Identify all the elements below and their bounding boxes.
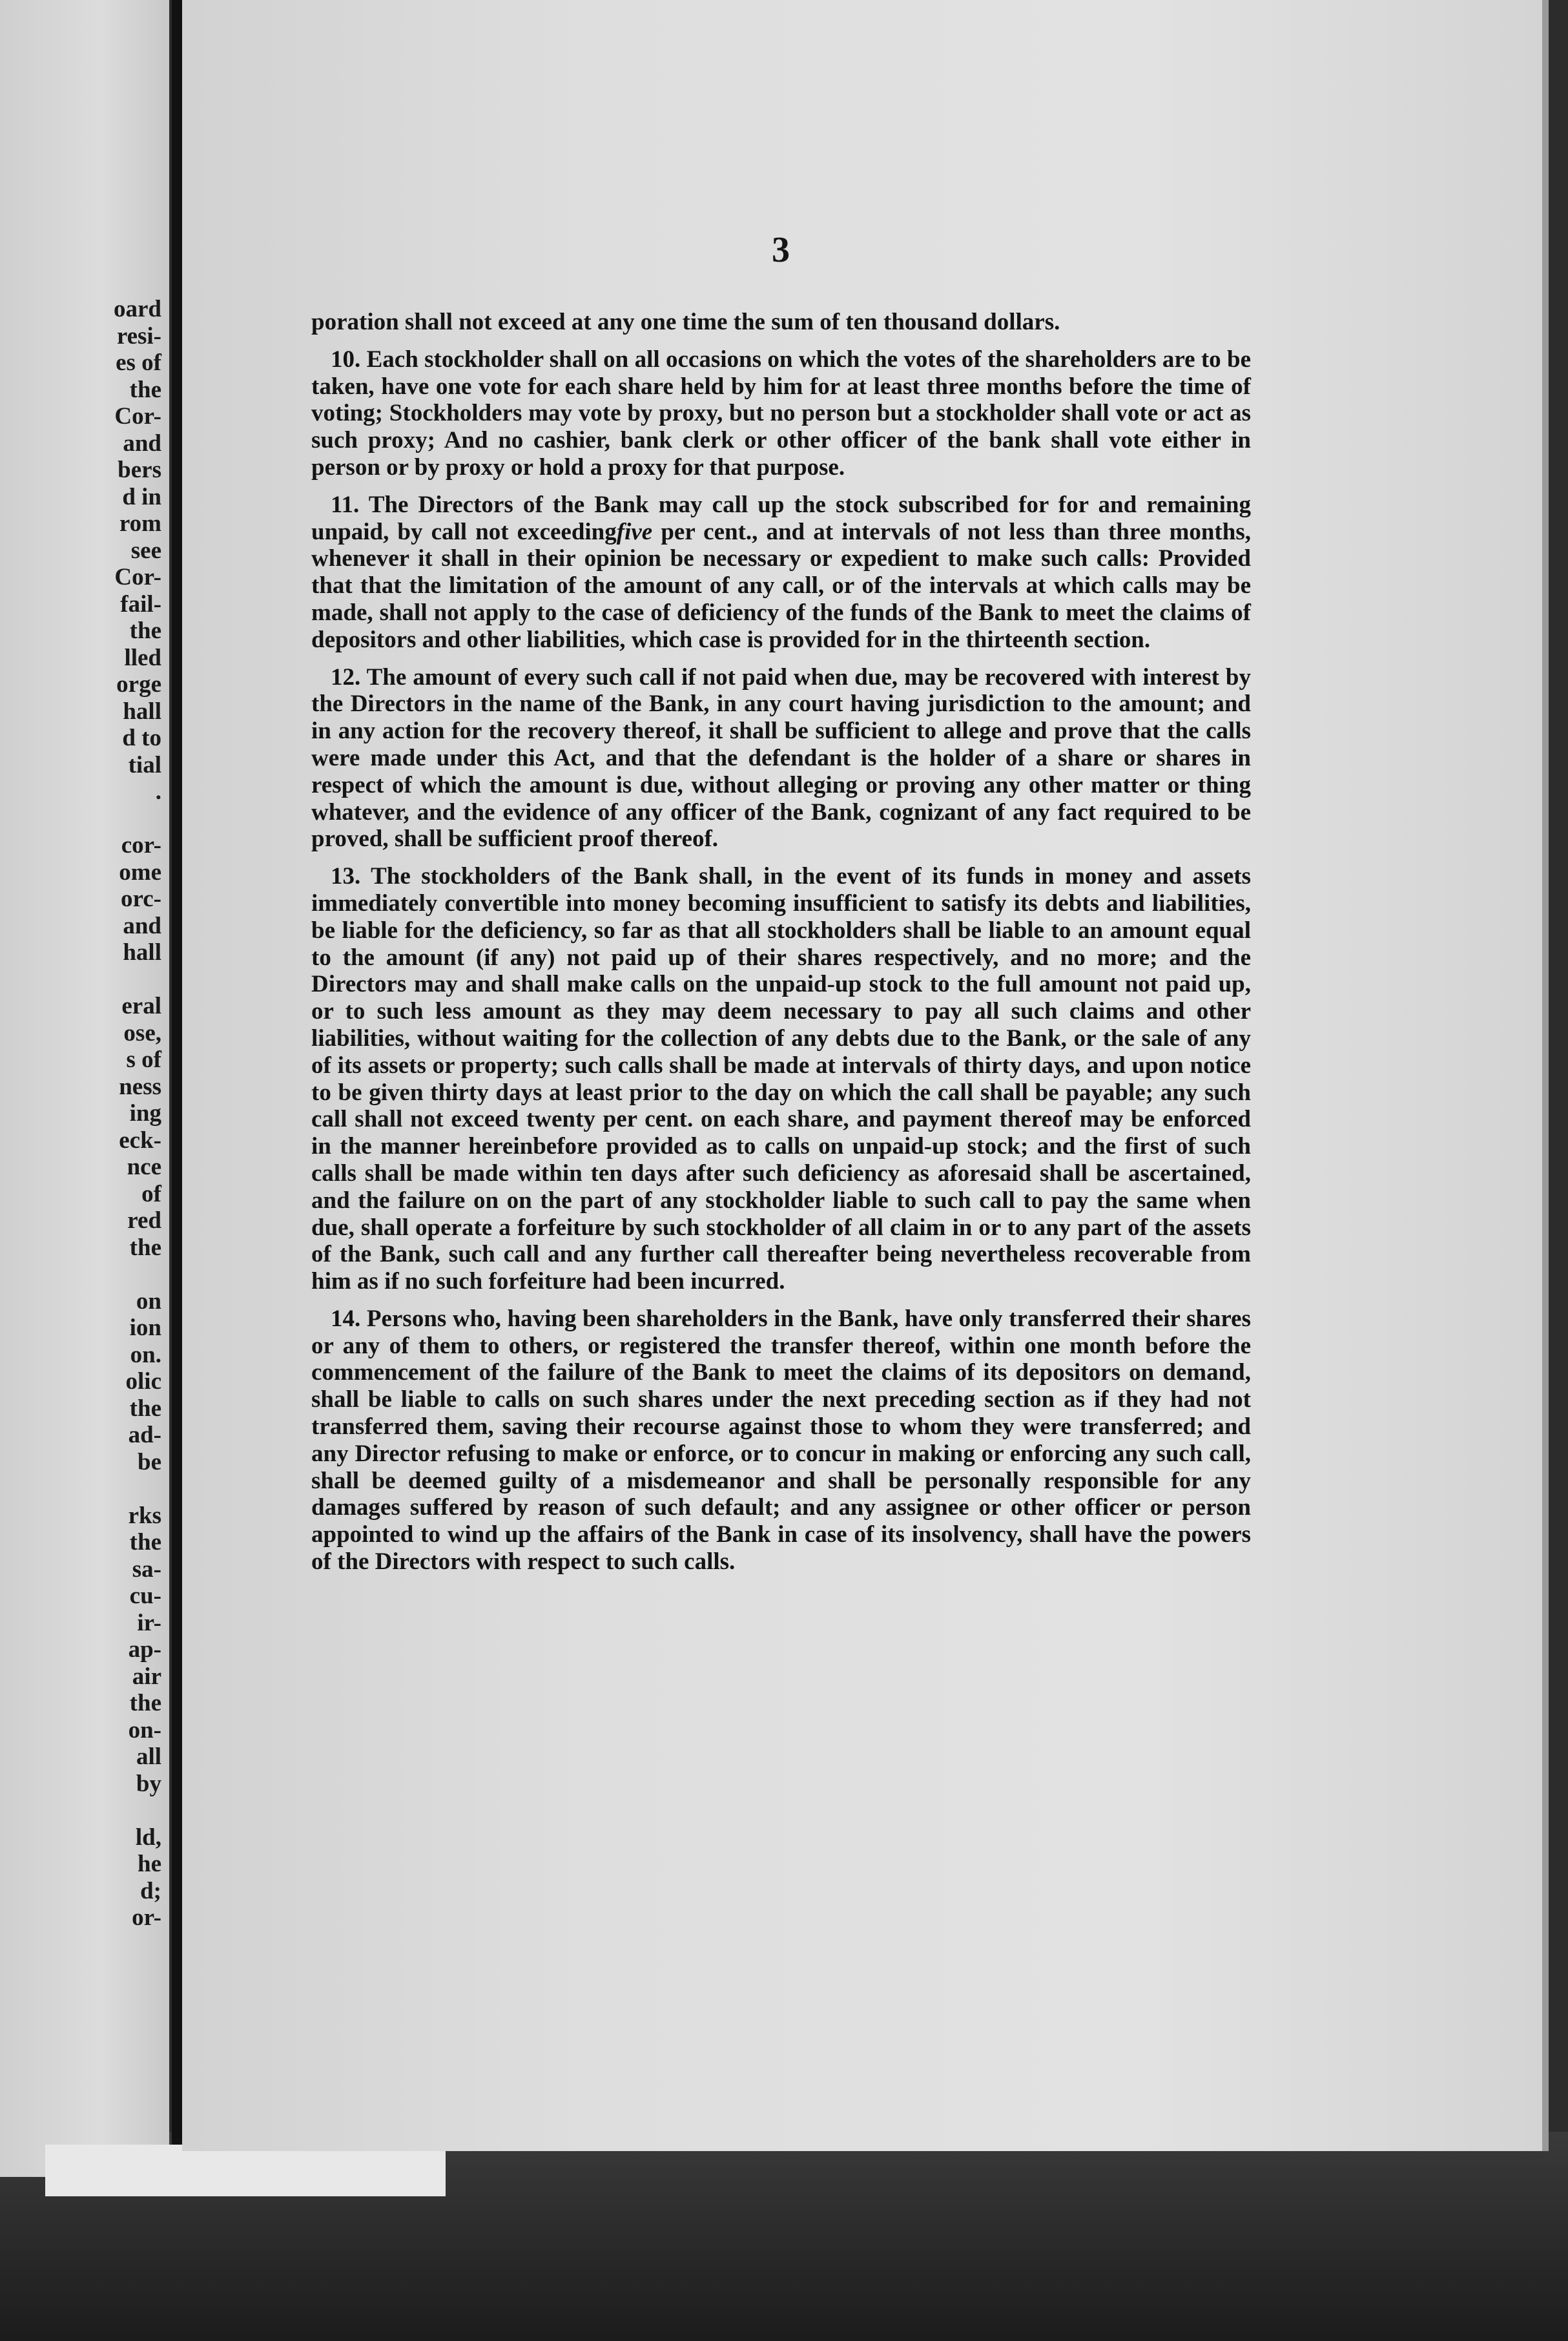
section-10 (311, 346, 1251, 481)
section-13 (311, 863, 1251, 1295)
previous-page-edge (0, 0, 169, 2177)
section-text: The stockholders of the Bank shall, in the event of its funds in money and assets immediately convertible into money becoming insufficient to satisfy its debts and liabilities, be liable for the deficiency, so far as that all stockholders shall be liable to an amount equal to the amount (if any) not paid up of their shares respectively, and no more; and the Directors may and shall make calls on the unpaid-up stock to the full amount not paid up, or to such less amount as they may deem necessary to pay all such claims and other liabilities, without waiting for the collection of any debts due to the Bank, or the sale of any of its assets or property; such calls shall be made at intervals of thirty days, and upon notice to be given thirty days at least prior to the day on which the call shall be payable; any such call shall not exceed twenty per cent. on each share, and payment thereof may be enforced in the manner hereinbefore provided as to calls on unpaid-up stock; and the first of such calls shall be made within ten days after such deficiency as aforesaid shall be ascertained, and the failure on on the part of any stockholder liable to such call to pay the same when due, shall operate a forfeiture by such stockholder of all claim in or to any part of the assets of the Bank, such call and any further call thereafter being nevertheless recoverable from him as if no such forfeiture had been incurred. (311, 863, 1251, 1295)
paragraph-continued (311, 309, 1251, 336)
section-14 (311, 1306, 1251, 1576)
section-text: The amount of every such call if not paid when due, may be recovered with interest by the Directors in the name of the Bank, in any court having jurisdiction to the amount; and in any action for the recovery thereof, it shall be sufficient to allege and prove that the calls were made under this Act, and that the defendant is the holder of a share or shares in respect of which the amount is due, without alleging or proving any other matter or thing whatever, and the evidence of any officer of the Bank, cognizant of any fact required to be proved, shall be sufficient proof thereof. (311, 663, 1251, 853)
paragraph-text: poration shall not exceed at any one time the sum of ten thousand dollars. (311, 309, 1060, 335)
page-body (311, 309, 1251, 1586)
section-text: Each stockholder shall on all occasions on which the votes of the shareholders are to be taken, have one vote for each share held by him for at least three months before the time of voting; Stockholders may vote by proxy, but no person but a stockholder shall vote or act as such proxy; And no cashier, bank clerk or other officer of the bank shall vote either in person or by proxy or hold a proxy for that purpose. (311, 346, 1251, 481)
section-number: 14. (331, 1305, 361, 1332)
book-spine (172, 0, 182, 2177)
section-number: 13. (331, 863, 361, 890)
section-text: The Directors of the Bank may call up the stock subscribed for for and remaining unpaid, by call not exceeding (311, 491, 1251, 545)
section-text-italic: five (616, 518, 653, 545)
page-number: 3 (772, 230, 790, 270)
section-text: Persons who, having been shareholders in the Bank, have only transferred their shares or any of them to others, or registered the transfer thereof, within one month before the commencement of the failure of the Bank to meet the claims of its depositors on demand, shall be liable to calls on such shares under the next preceding section as if they had not transferred them, saving their recourse against those to whom they were transferred; and any Director refusing to make or enforce, or to concur in making or enforcing any such call, shall be deemed guilty of a misdemeanor and shall be personally responsible for any damages suffered by reason of such default; and any assignee or other officer or person appointed to wind up the affairs of the Bank in case of its insolvency, shall have the powers of the Directors with respect to such calls. (311, 1305, 1251, 1576)
section-number: 12. (331, 663, 361, 691)
page-tab-strip (45, 2145, 446, 2196)
section-number: 11. (331, 491, 360, 518)
section-12 (311, 664, 1251, 853)
previous-page-text-fragments: oard resi- es of the Cor- and bers d in rom see Cor- fail- the lled orge hall d to tial . cor- ome orc- and hall eral ose, s of ness ing eck- nce of red the on ion on. olic the ad- be rks the sa- cu- ir- ap- air the on- all by ld, he d; or- (114, 296, 161, 1931)
section-11 (311, 492, 1251, 654)
section-text-continued: per cent., and at intervals of not less than three months, whenever it shall in their opinion be necessary or expedient to make such calls: Provided that that the limitation of the amount of any call, or of the intervals at which calls may be made, shall not apply to the case of deficiency of the funds of the Bank to meet the claims of depositors and other liabilities, which case is provided for in the thirteenth section. (311, 518, 1251, 653)
section-number: 10. (331, 346, 361, 373)
